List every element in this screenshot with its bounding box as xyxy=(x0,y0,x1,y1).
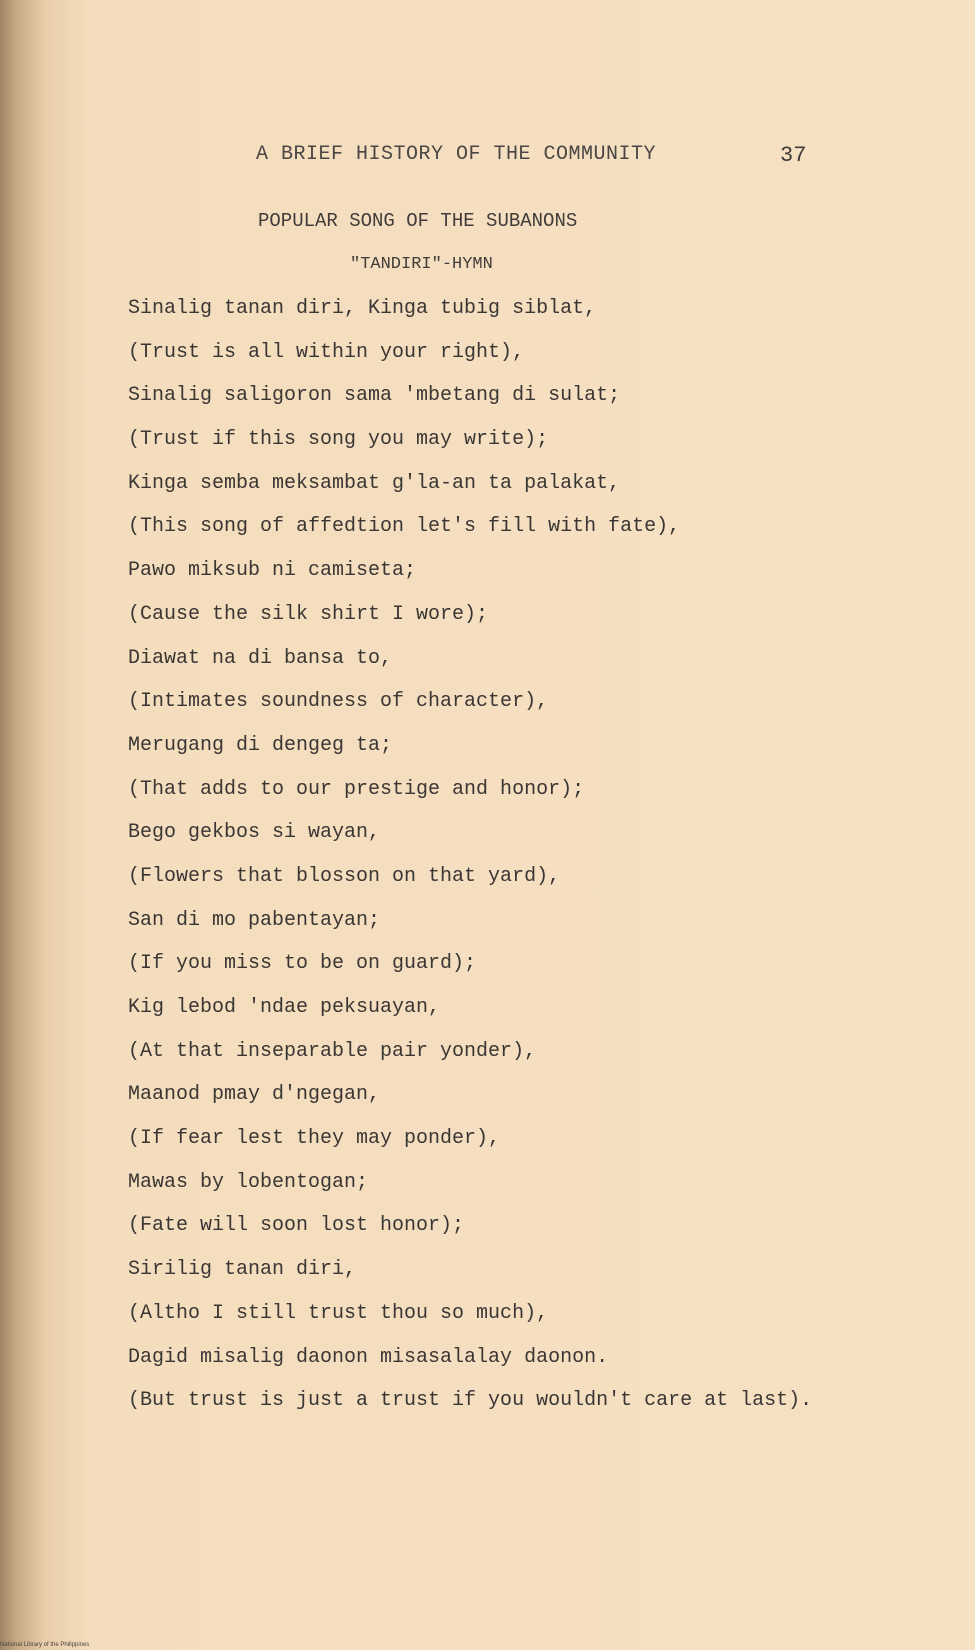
lyric-line: San di mo pabentayan; xyxy=(128,908,381,932)
lyric-line: (If you miss to be on guard); xyxy=(128,952,477,976)
lyric-line: (Cause the silk shirt I wore); xyxy=(128,602,489,626)
lyric-line: Sirilig tanan diri, xyxy=(128,1258,357,1282)
song-title: POPULAR SONG OF THE SUBANONS xyxy=(258,210,578,232)
lyric-line: (That adds to our prestige and honor); xyxy=(128,777,585,801)
lyric-line: (Intimates soundness of character), xyxy=(128,690,549,714)
lyric-line: (At that inseparable pair yonder), xyxy=(128,1039,537,1063)
running-header: A BRIEF HISTORY OF THE COMMUNITY xyxy=(256,143,657,166)
lyric-line: Kig lebod 'ndae peksuayan, xyxy=(128,996,441,1019)
lyric-line: Mawas by lobentogan; xyxy=(128,1170,369,1194)
page-number: 37 xyxy=(780,143,807,168)
lyric-line: (This song of affedtion let's fill with fate), xyxy=(128,515,681,539)
lyric-line: (Trust is all within your right), xyxy=(128,340,525,364)
lyric-line: Merugang di dengeg ta; xyxy=(128,733,393,757)
lyric-line: Kinga semba meksambat g'la-an ta palakat, xyxy=(128,471,621,495)
library-stamp: National Library of the Philippines xyxy=(0,1642,90,1648)
lyric-line: (If fear lest they may ponder), xyxy=(128,1127,501,1151)
lyric-line: Bego gekbos si wayan, xyxy=(128,821,381,845)
lyric-line: (But trust is just a trust if you wouldn't care at last). xyxy=(128,1389,813,1413)
lyric-line: Sinalig saligoron sama 'mbetang di sulat; xyxy=(128,384,621,408)
lyric-line: (Flowers that blosson on that yard), xyxy=(128,864,561,888)
lyric-line: (Fate will soon lost honor); xyxy=(128,1214,465,1238)
lyric-line: Dagid misalig daonon misasalalay daonon. xyxy=(128,1345,609,1369)
lyric-line: Pawo miksub ni camiseta; xyxy=(128,559,417,583)
lyric-line: (Trust if this song you may write); xyxy=(128,428,549,452)
song-subtitle: "TANDIRI"-HYMN xyxy=(350,255,493,274)
lyric-line: Sinalig tanan diri, Kinga tubig siblat, xyxy=(128,297,597,320)
lyric-line: Maanod pmay d'ngegan, xyxy=(128,1083,381,1107)
lyric-line: (Altho I still trust thou so much), xyxy=(128,1301,549,1325)
lyric-line: Diawat na di bansa to, xyxy=(128,646,393,670)
song-lyrics xyxy=(128,296,812,1432)
